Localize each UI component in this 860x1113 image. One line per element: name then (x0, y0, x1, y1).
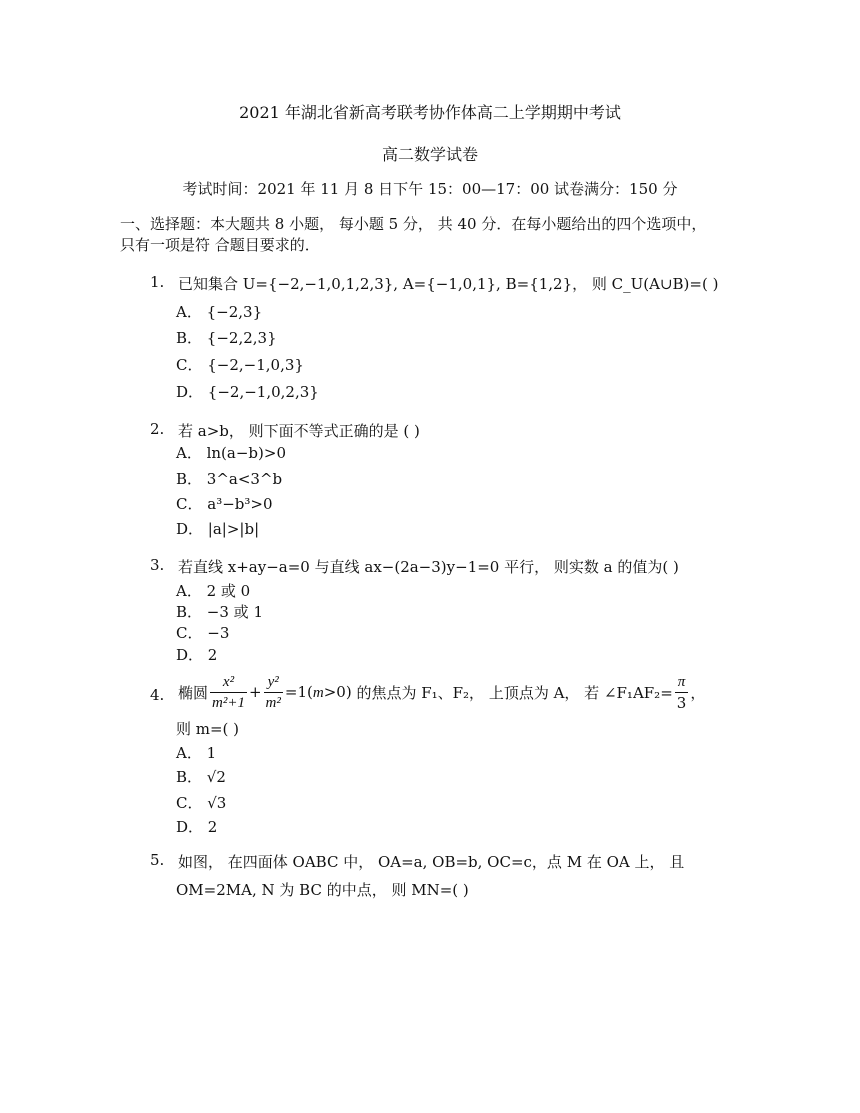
question-stem-line2: 则 m=( ) (176, 720, 240, 738)
paper-subtitle: 高二数学试卷 (381, 145, 478, 164)
option-a[interactable]: A． 2 或 0 (176, 582, 251, 600)
option-b[interactable]: B． 3^a<3^b (176, 470, 283, 488)
stem-suffix: 的焦点为 F₁、F₂， 上顶点为 A， 若 ∠F₁AF₂= (356, 683, 673, 702)
section-instructions-line1: 一、选择题：本大题共 8 小题， 每小题 5 分， 共 40 分．在每小题给出的四个选项中， (120, 215, 707, 233)
option-a[interactable]: A． 1 (176, 744, 217, 762)
option-c[interactable]: C． √3 (176, 794, 227, 812)
stem-prefix: 椭圆 (178, 683, 209, 702)
question-number: 2. (150, 420, 165, 438)
option-a[interactable]: A． {−2,3} (176, 303, 263, 321)
option-c[interactable]: C． −3 (176, 624, 230, 642)
option-b[interactable]: B． −3 或 1 (176, 603, 263, 621)
ellipse-fraction-y: $\frac{\text{y²}}{\text{m²}}$ (265, 673, 281, 711)
question-stem: 已知集合 U={−2,−1,0,1,2,3}, A={−1,0,1}, B={1,2}， 则 C_U(A∪B)=( ) (178, 275, 719, 293)
angle-fraction: $\frac{\pi}{3}$ (676, 673, 687, 712)
section-instructions-line2: 只有一项是符 合题目要求的． (120, 236, 320, 254)
question-number: 3. (150, 556, 165, 574)
option-d[interactable]: D． {−2,−1,0,2,3} (176, 383, 319, 401)
option-d[interactable]: D． 2 (176, 646, 218, 664)
question-stem-line2: OM=2MA, N 为 BC 的中点， 则 MN=( ) (176, 881, 469, 899)
question-number: 1. (150, 273, 165, 291)
question-stem: 若 a>b， 则下面不等式正确的是 ( ) (178, 422, 420, 440)
option-c[interactable]: C． {−2,−1,0,3} (176, 356, 304, 374)
question-stem: 如图， 在四面体 OABC 中， OA=a, OB=b, OC=c，点 M 在 OA 上， 且 (178, 853, 685, 871)
option-a[interactable]: A． ln(a−b)>0 (176, 444, 286, 462)
exam-title: 2021 年湖北省新高考联考协作体高二上学期期中考试 (239, 103, 621, 122)
option-d[interactable]: D． 2 (176, 818, 218, 836)
question-stem: 若直线 x+ay−a=0 与直线 ax−(2a−3)y−1=0 平行， 则实数 a 的值为( ) (178, 558, 679, 576)
option-b[interactable]: B． {−2,2,3} (176, 329, 277, 347)
option-b[interactable]: B． √2 (176, 768, 226, 786)
ellipse-fraction-x: $\frac{\text{x²}}{\text{m²+1}}$ (212, 673, 245, 711)
question-number: 4. (150, 686, 165, 704)
exam-info: 考试时间：2021 年 11 月 8 日下午 15：00—17：00 试卷满分：150 分 (182, 180, 678, 198)
option-d[interactable]: D． |a|>|b| (176, 520, 260, 538)
question-stem: 椭圆 $\frac{\text{x²}}{\text{m²+1}}$ + $\frac{\text{y²}}{\text{m²}}$ =1(m>0) 的焦点为 F₁、F₂， 上顶点为 A， 若 ∠F₁AF₂= $\frac{\pi}{3}$ ， (178, 673, 706, 712)
question-number: 5. (150, 851, 165, 869)
option-c[interactable]: C． a³−b³>0 (176, 495, 273, 513)
